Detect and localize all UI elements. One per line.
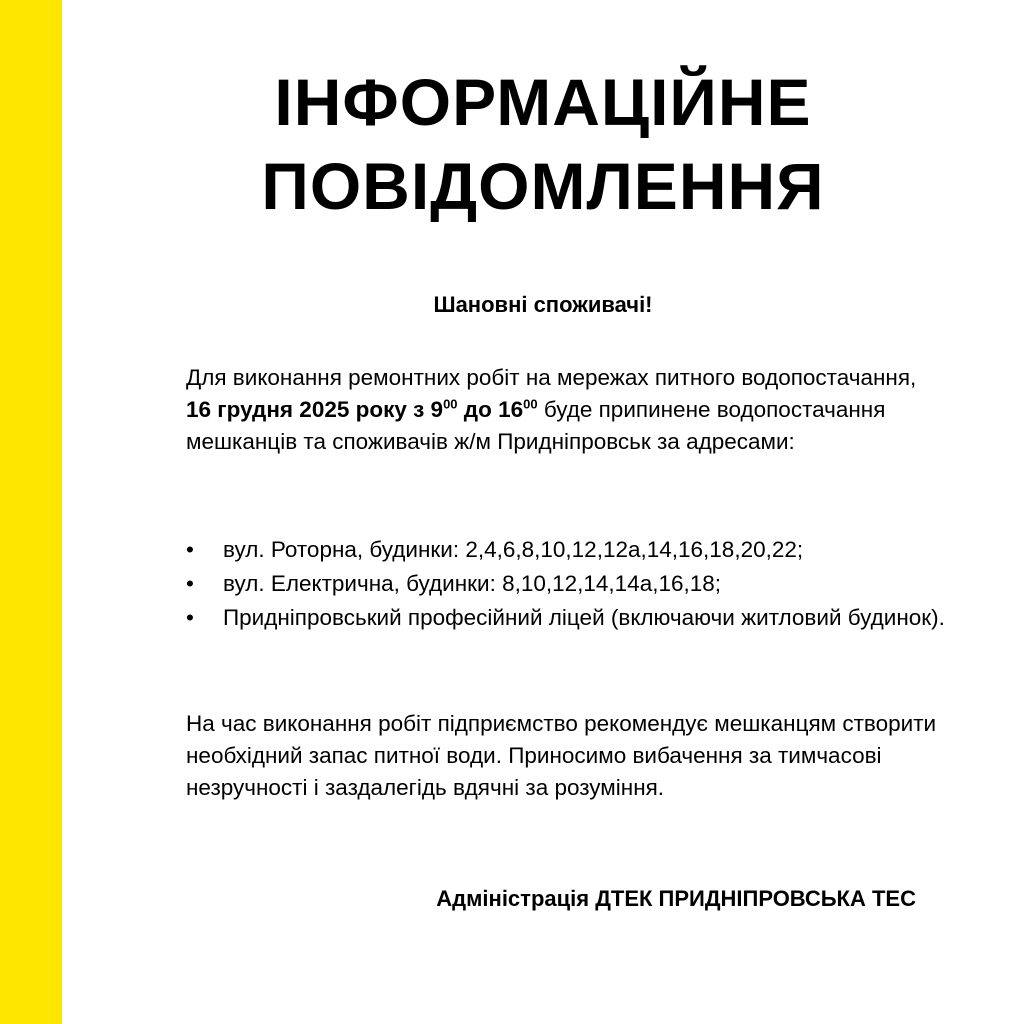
outage-start-minutes: 00 bbox=[443, 396, 458, 412]
address-text: вул. Роторна, будинки: 2,4,6,8,10,12,12а,14,16,18,20,22; bbox=[223, 537, 804, 562]
address-item bbox=[186, 601, 946, 635]
closing-paragraph: На час виконання робіт підприємство рекомендує мешканцям створити необхідний запас питної води. Приносимо вибачення за тимчасові незручності і заздалегідь вдячні за розуміння. bbox=[186, 711, 937, 800]
notice-title bbox=[62, 60, 1024, 228]
address-item bbox=[186, 567, 946, 601]
address-list bbox=[186, 533, 946, 635]
outage-end-minutes: 00 bbox=[523, 396, 538, 412]
address-text: Придніпровський професійний ліцей (включаючи житловий будинок). bbox=[223, 605, 945, 630]
address-text: вул. Електрична, будинки: 8,10,12,14,14а,16,18; bbox=[223, 571, 722, 596]
outage-date-start: 16 грудня 2025 року з 9 bbox=[186, 397, 444, 422]
bullet-icon: • bbox=[186, 571, 194, 596]
intro-text-part-1: Для виконання ремонтних робіт на мережах питного водопостачання, bbox=[186, 365, 917, 390]
intro-paragraph bbox=[186, 362, 946, 458]
intro-text-part-2: буде припинене водопостачання мешканців та споживачів ж/м Придніпровськ за адресами: bbox=[186, 397, 886, 454]
outage-end-hour: до 16 bbox=[457, 397, 524, 422]
notice-title-line-2: ПОВІДОМЛЕННЯ bbox=[261, 149, 825, 223]
bullet-icon: • bbox=[186, 605, 194, 630]
notice-title-line-1: ІНФОРМАЦІЙНЕ bbox=[274, 65, 812, 139]
signature: Адміністрація ДТЕК ПРИДНІПРОВСЬКА ТЕС bbox=[436, 886, 916, 911]
yellow-side-stripe bbox=[0, 0, 62, 1024]
greeting: Шановні споживачі! bbox=[433, 292, 653, 317]
address-item bbox=[186, 533, 946, 567]
bullet-icon: • bbox=[186, 537, 194, 562]
outage-date-time bbox=[186, 397, 538, 422]
